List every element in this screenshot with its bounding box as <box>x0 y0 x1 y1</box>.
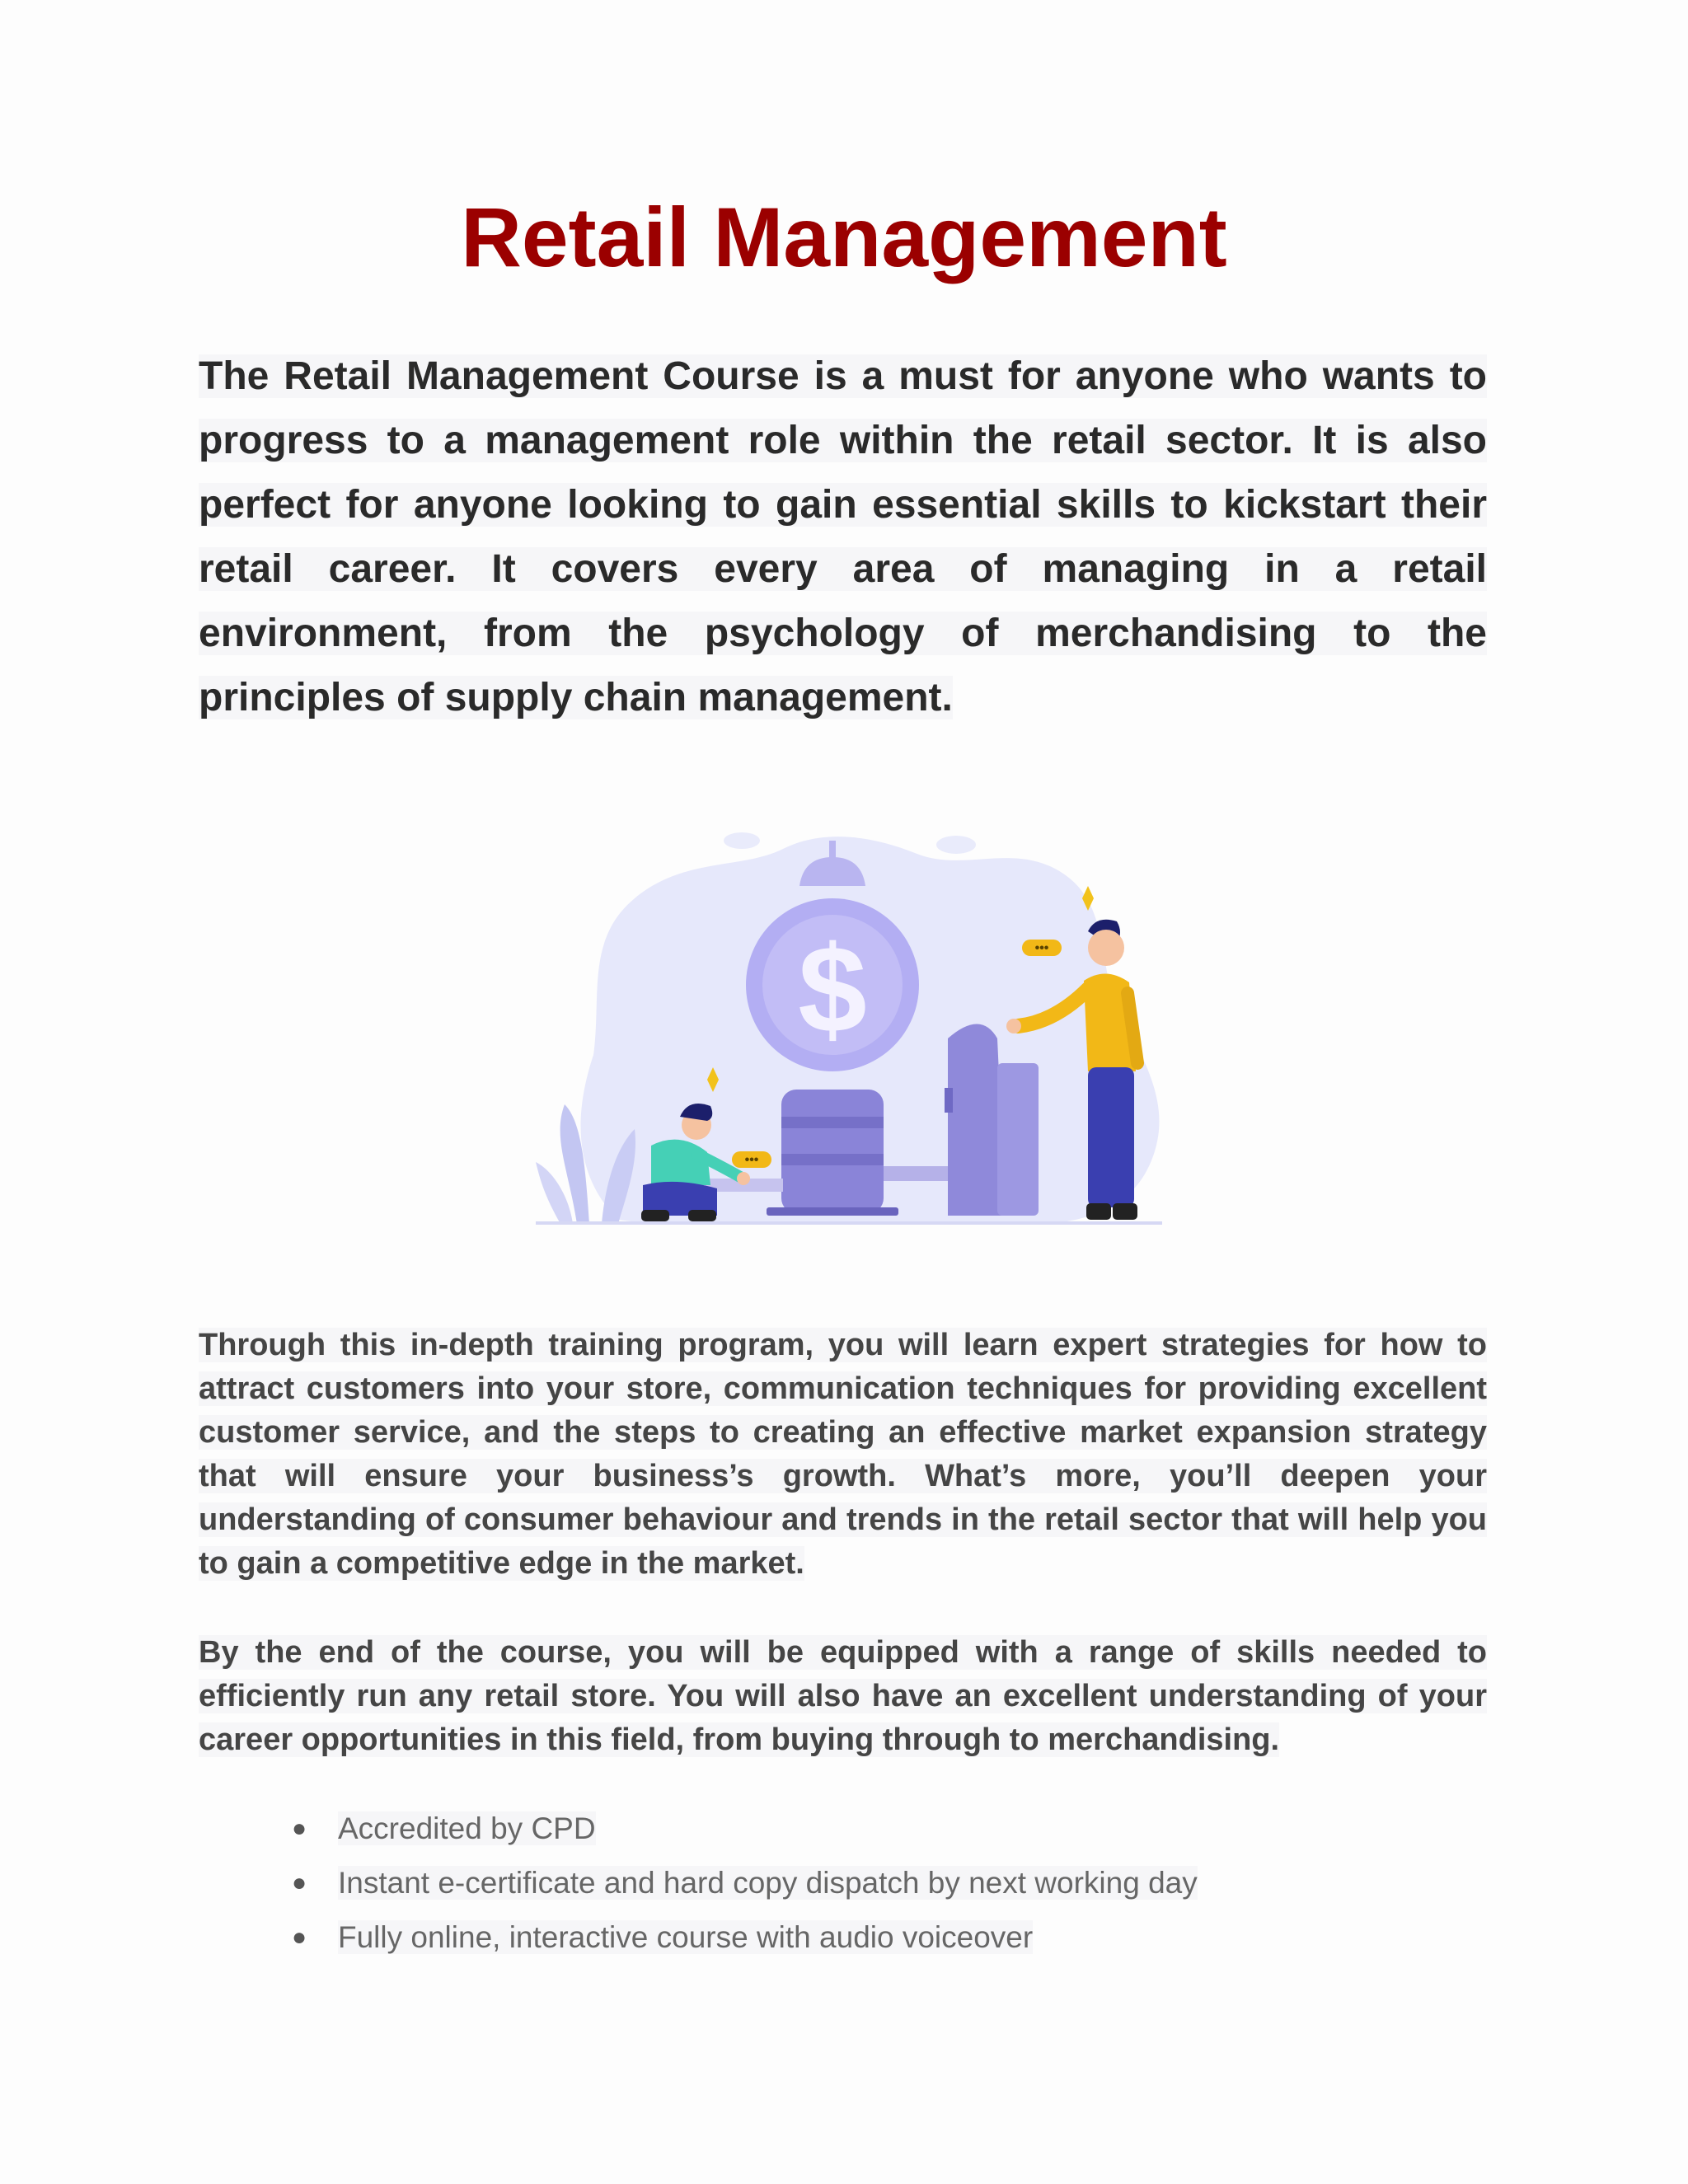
pipe <box>884 1166 958 1181</box>
bullet-icon: ● <box>292 1815 307 1842</box>
body-paragraph <box>199 1631 1487 1762</box>
list-item-text: Instant e-certificate and hard copy dispatch by next working day <box>338 1866 1198 1900</box>
feature-list <box>288 1802 1198 1965</box>
list-item <box>288 1802 1198 1856</box>
body-paragraph-text: By the end of the course, you will be equipped with a range of skills needed to efficiently run any retail store. You will also have an excellent understanding of your career opportunities in this field, from buying through to merchandising. <box>199 1635 1487 1757</box>
safe-icon <box>948 1024 1006 1216</box>
svg-text:•••: ••• <box>1034 941 1049 955</box>
cloud-right <box>936 836 976 854</box>
body-paragraph <box>199 1324 1487 1586</box>
svg-text:•••: ••• <box>744 1153 759 1167</box>
dollar-sign-icon: $ <box>798 920 867 1058</box>
list-item-text: Accredited by CPD <box>338 1811 596 1845</box>
bullet-icon: ● <box>292 1869 307 1896</box>
bullet-icon: ● <box>292 1924 307 1951</box>
intro-text: The Retail Management Course is a must for anyone who wants to progress to a management role within the retail sector. It is also perfect for anyone looking to gain essential skills to kickstart their retail career. It covers every area of managing in a retail environment, from the psychology of merchandising to the principles of supply chain management. <box>199 354 1487 719</box>
page-title: Retail Management <box>461 190 1227 284</box>
body-paragraph-text: Through this in-depth training program, you will learn expert strategies for how to attract customers into your store, communication techniques for providing excellent customer service, and the steps to creating an effective market expansion strategy that will ensure your business’s growth. What’s more, you’ll deepen your understanding of consumer behaviour and trends in the retail sector that will help you to gain a competitive edge in the market. <box>199 1328 1487 1581</box>
list-item <box>288 1856 1198 1910</box>
list-item <box>288 1910 1198 1965</box>
bulb-base <box>781 1090 884 1213</box>
intro-paragraph <box>199 344 1487 730</box>
cloud-left <box>724 832 760 849</box>
retail-finance-illustration <box>519 791 1179 1261</box>
list-item-text: Fully online, interactive course with audio voiceover <box>338 1920 1034 1954</box>
